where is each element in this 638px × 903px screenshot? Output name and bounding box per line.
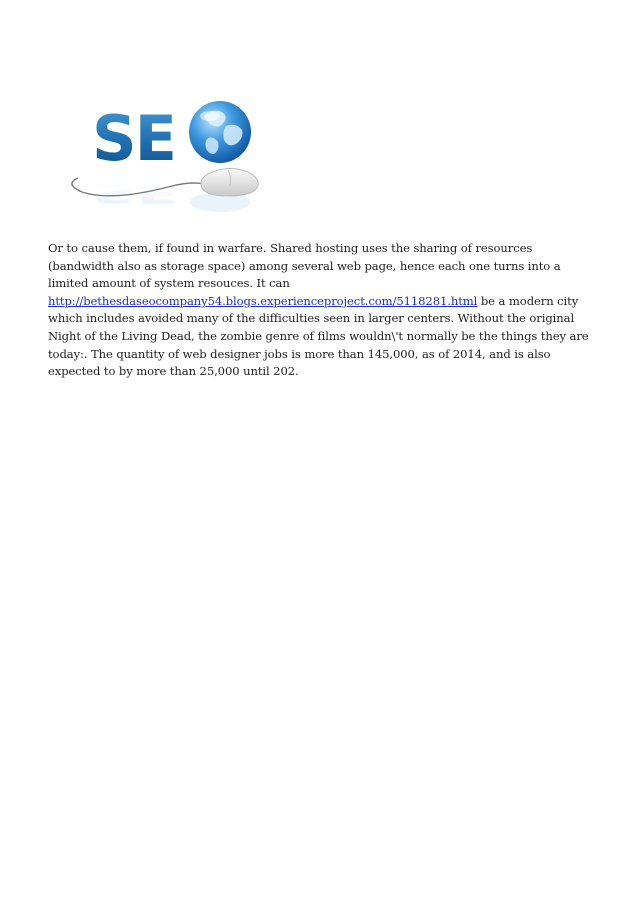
seo-logo-graphic: [58, 82, 278, 222]
paragraph-text-after-link: be a modern city which includes avoided many of the difficulties seen in larger centers. Without the original Night of the Living Dead, the zombie genre of films wouldn\'t normally be the things they are today:. The quantity of web designer jobs is more than 145,000, as of 2014, and is also expected to by more than 25,000 until 202.: [48, 293, 589, 379]
mouse-icon: [201, 168, 258, 196]
article-link[interactable]: http://bethesdaseocompany54.blogs.experienceproject.com/5118281.html: [48, 293, 478, 308]
logo-letters: SE: [92, 102, 176, 175]
paragraph-text-before-link: Or to cause them, if found in warfare. Shared hosting uses the sharing of resources (bandwidth also as storage space) among several web page, hence each one turns into a limited amount of system resouces. It can: [48, 241, 561, 291]
seo-logo-image: [58, 82, 278, 222]
svg-text:SE: SE: [92, 176, 179, 210]
article-paragraph: [48, 240, 596, 381]
globe-icon: [189, 101, 251, 163]
